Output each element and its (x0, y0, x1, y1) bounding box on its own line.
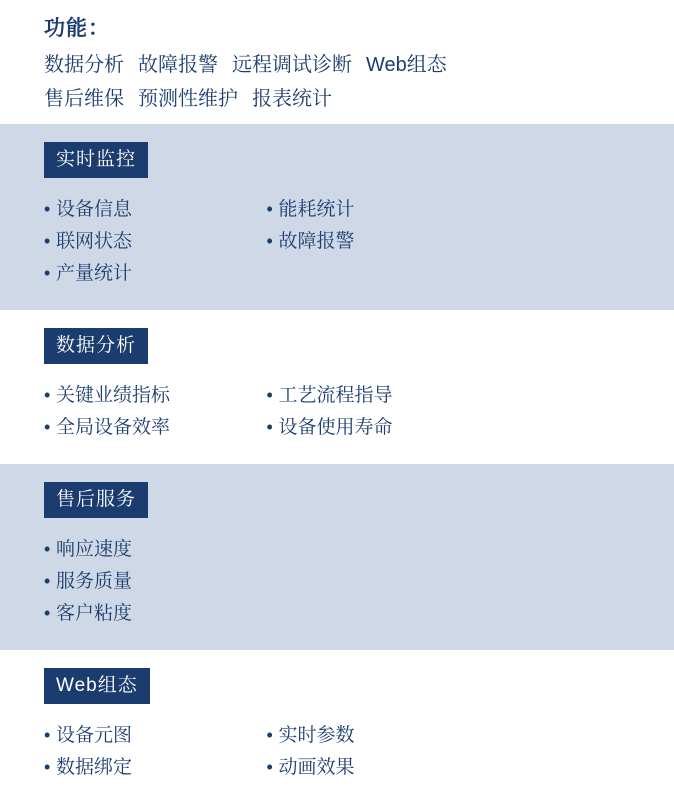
list-item (44, 226, 262, 257)
header-item: 售后维保 (44, 88, 124, 110)
section-items (44, 534, 674, 630)
section-items (44, 194, 674, 290)
list-item-label: 工艺流程指导 (278, 385, 393, 406)
items-column-left (44, 534, 262, 630)
list-item (44, 412, 262, 443)
bullet-icon: • (44, 385, 51, 405)
list-item-label: 设备元图 (56, 725, 133, 746)
header-item: 报表统计 (252, 88, 332, 110)
list-item (44, 194, 262, 225)
list-item (44, 752, 262, 783)
bullet-icon: • (44, 725, 51, 745)
bullet-icon: • (44, 757, 51, 777)
list-item-label: 设备信息 (56, 199, 133, 220)
bullet-icon: • (44, 231, 51, 251)
header-item: 远程调试诊断 (232, 54, 352, 76)
bullet-icon: • (44, 417, 51, 437)
bullet-icon: • (44, 603, 51, 623)
section-data-analysis (0, 310, 674, 464)
list-item-label: 联网状态 (56, 231, 133, 252)
items-column-right (266, 194, 566, 258)
list-item (44, 598, 262, 629)
bullet-icon: • (266, 757, 273, 777)
list-item-label: 能耗统计 (278, 199, 355, 220)
bullet-icon: • (266, 417, 273, 437)
bullet-icon: • (266, 385, 273, 405)
list-item (266, 752, 566, 783)
bullet-icon: • (44, 263, 51, 283)
section-tag: 数据分析 (44, 328, 148, 364)
bullet-icon: • (44, 539, 51, 559)
header-line-1 (44, 48, 674, 82)
list-item-label: 数据绑定 (56, 757, 133, 778)
header-item: 数据分析 (44, 54, 124, 76)
header-item: 预测性维护 (138, 88, 238, 110)
items-column-right (266, 380, 566, 444)
section-realtime-monitoring (0, 124, 674, 310)
header-item: Web组态 (366, 54, 447, 76)
section-tag: 实时监控 (44, 142, 148, 178)
items-column-left (44, 194, 262, 290)
list-item (44, 566, 262, 597)
list-item-label: 响应速度 (56, 539, 133, 560)
bullet-icon: • (266, 725, 273, 745)
header-block (0, 0, 674, 124)
section-tag: Web组态 (44, 668, 150, 704)
header-item: 故障报警 (138, 54, 218, 76)
list-item (266, 380, 566, 411)
list-item-label: 设备使用寿命 (278, 417, 393, 438)
list-item (266, 720, 566, 751)
list-item (44, 258, 262, 289)
list-item (44, 720, 262, 751)
list-item-label: 产量统计 (56, 263, 133, 284)
list-item-label: 客户粘度 (56, 603, 133, 624)
section-web-configuration (0, 650, 674, 804)
list-item-label: 全局设备效率 (56, 417, 171, 438)
bullet-icon: • (44, 199, 51, 219)
list-item-label: 服务质量 (56, 571, 133, 592)
bullet-icon: • (266, 199, 273, 219)
list-item (44, 534, 262, 565)
list-item (266, 226, 566, 257)
list-item-label: 动画效果 (278, 757, 355, 778)
section-after-sales-service (0, 464, 674, 650)
header-line-2 (44, 82, 674, 116)
section-items (44, 720, 674, 784)
list-item (44, 380, 262, 411)
list-item (266, 412, 566, 443)
items-column-right (266, 720, 566, 784)
items-column-left (44, 380, 262, 444)
list-item (266, 194, 566, 225)
list-item-label: 关键业绩指标 (56, 385, 171, 406)
bullet-icon: • (44, 571, 51, 591)
list-item-label: 实时参数 (278, 725, 355, 746)
section-tag: 售后服务 (44, 482, 148, 518)
section-items (44, 380, 674, 444)
list-item-label: 故障报警 (278, 231, 355, 252)
bullet-icon: • (266, 231, 273, 251)
page-title: 功能： (44, 17, 110, 40)
items-column-left (44, 720, 262, 784)
